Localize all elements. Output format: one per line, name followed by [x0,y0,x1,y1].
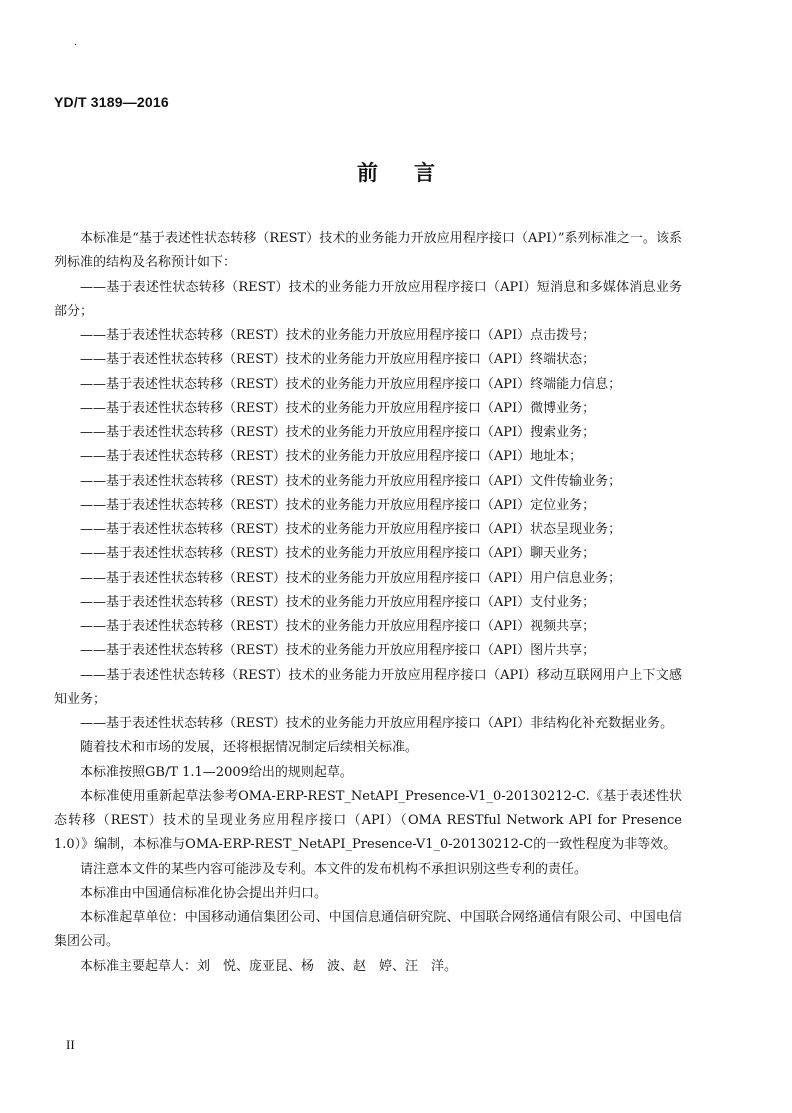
series-item: ——基于表述性状态转移（REST）技术的业务能力开放应用程序接口（API）终端状态； [80,352,596,368]
page-title: 前言 [357,161,471,185]
series-item: ——基于表述性状态转移（REST）技术的业务能力开放应用程序接口（API）支付业务； [80,594,596,610]
series-item: ——基于表述性状态转移（REST）技术的业务能力开放应用程序接口（API）图片共享； [80,643,596,659]
paragraph-drafters: 本标准主要起草人：刘 悦、庞亚昆、杨 波、赵 婷、汪 洋。 [80,958,458,974]
paragraph-reference: 本标准使用重新起草法参考OMA-ERP-REST_NetAPI_Presence-V1_0-20130212-C.《基于表述性状态转移（REST）技术的呈现业务应用程序接口（API）（OMA RESTful Network API for Presence 1.0）》编制，本标准与OMA-ERP-REST_NetAPI_Presence-V1_0-20130212-C的一致性程度为非等效。 [54,788,682,853]
series-item: ——基于表述性状态转移（REST）技术的业务能力开放应用程序接口（API）视频共享； [80,619,596,634]
series-item: ——基于表述性状态转移（REST）技术的业务能力开放应用程序接口（API）用户信息业务； [80,570,622,586]
series-item: ——基于表述性状态转移（REST）技术的业务能力开放应用程序接口（API）短消息和多媒体消息业务部分； [54,279,682,319]
series-item: ——基于表述性状态转移（REST）技术的业务能力开放应用程序接口（API）聊天业务； [80,546,596,562]
header-mark: · [74,40,78,51]
series-item: ——基于表述性状态转移（REST）技术的业务能力开放应用程序接口（API）非结构化补充数据业务。 [80,716,674,731]
paragraph-drafting-units: 本标准起草单位：中国移动通信集团公司、中国信息通信研究院、中国联合网络通信有限公司、中国电信集团公司。 [54,910,682,950]
series-item: ——基于表述性状态转移（REST）技术的业务能力开放应用程序接口（API）微博业务； [80,400,596,416]
page-number: II [66,1037,75,1052]
foreword-body [54,227,682,979]
standard-code: YD/T 3189—2016 [54,94,169,110]
series-item: ——基于表述性状态转移（REST）技术的业务能力开放应用程序接口（API）终端能力信息； [80,376,622,392]
paragraph-patent: 请注意本文件的某些内容可能涉及专利。本文件的发布机构不承担识别这些专利的责任。 [80,861,588,877]
series-item: ——基于表述性状态转移（REST）技术的业务能力开放应用程序接口（API）点击拨号； [80,328,596,343]
series-item: ——基于表述性状态转移（REST）技术的业务能力开放应用程序接口（API）状态呈现业务； [80,522,622,537]
series-item: ——基于表述性状态转移（REST）技术的业务能力开放应用程序接口（API）地址本； [80,449,583,465]
series-item: ——基于表述性状态转移（REST）技术的业务能力开放应用程序接口（API）定位业务； [80,497,596,513]
paragraph-intro: 本标准是“基于表述性状态转移（REST）技术的业务能力开放应用程序接口（API）”系列标准之一。该系列标准的结构及名称预计如下： [54,231,682,271]
paragraph-proposer: 本标准由中国通信标准化协会提出并归口。 [80,885,328,901]
series-item: ——基于表述性状态转移（REST）技术的业务能力开放应用程序接口（API）移动互联网用户上下文感知业务； [54,667,682,707]
paragraph-development: 随着技术和市场的发展，还将根据情况制定后续相关标准。 [80,740,419,756]
series-item: ——基于表述性状态转移（REST）技术的业务能力开放应用程序接口（API）搜索业务； [80,425,596,440]
series-item: ——基于表述性状态转移（REST）技术的业务能力开放应用程序接口（API）文件传输业务； [80,473,622,489]
paragraph-drafting-rules: 本标准按照GB/T 1.1—2009给出的规则起草。 [80,764,353,780]
